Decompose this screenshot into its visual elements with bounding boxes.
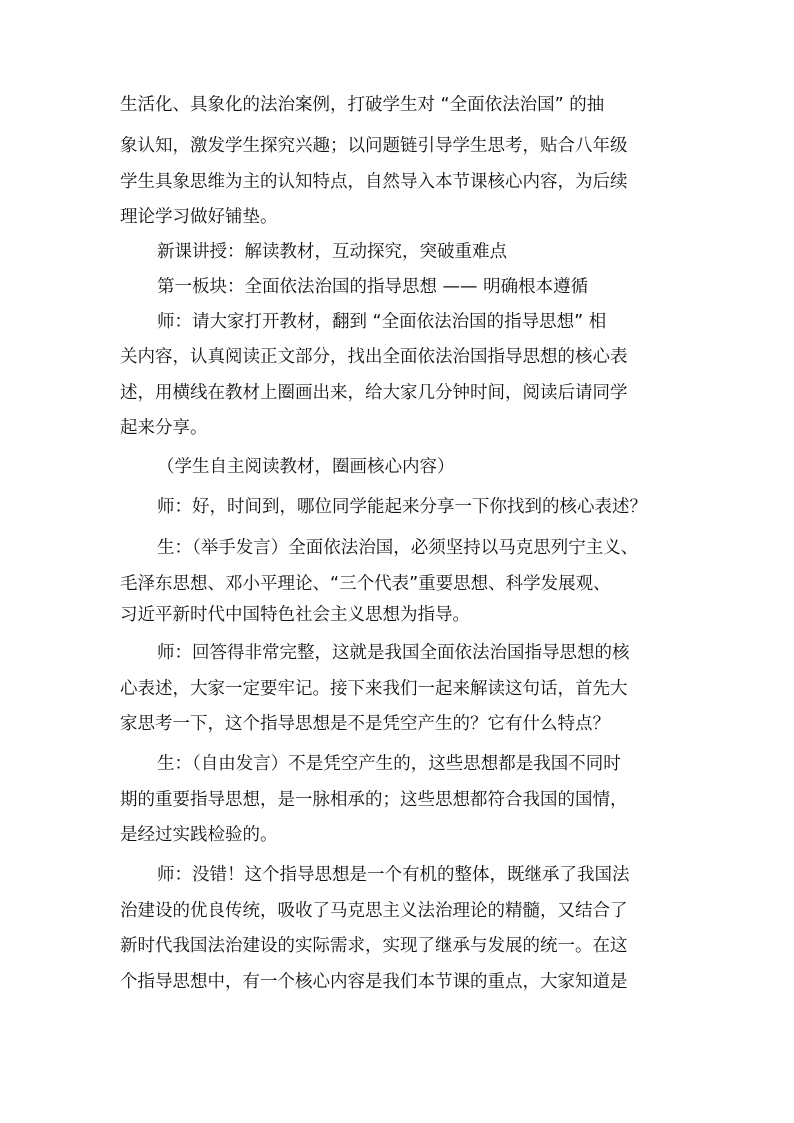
text-line-1: 生活化、具象化的法治案例，打破学生对 “全面依法治国” 的抽 xyxy=(120,95,605,115)
text-line-13: 生：（举手发言）全面依法治国，必须坚持以马克思列宁主义、 xyxy=(157,538,639,558)
text-line-9: 述，用横线在教材上圈画出来，给大家几分钟时间，阅读后请同学 xyxy=(120,383,628,403)
text-line-20: 期的重要指导思想，是一脉相承的；这些思想都符合我国的国情， xyxy=(120,790,628,810)
text-line-3: 学生具象思维为主的认知特点，自然导入本节课核心内容，为后续 xyxy=(120,172,628,192)
text-line-15: 习近平新时代中国特色社会主义思想为指导。 xyxy=(120,605,470,625)
text-line-8: 关内容，认真阅读正文部分，找出全面依法治国指导思想的核心表 xyxy=(120,347,628,367)
text-line-16: 师：回答得非常完整，这就是我国全面依法治国指导思想的核 xyxy=(157,643,630,663)
text-line-18: 家思考一下，这个指导思想是不是凭空产生的？它有什么特点？ xyxy=(120,714,610,734)
text-line-6: 第一板块：全面依法治国的指导思想 —— 明确根本遵循 xyxy=(157,277,589,297)
text-line-11: （学生自主阅读教材，圈画核心内容） xyxy=(157,457,455,477)
text-line-22: 师：没错！这个指导思想是一个有机的整体，既继承了我国法 xyxy=(157,865,630,885)
text-line-19: 生：（自由发言）不是凭空产生的，这些思想都是我国不同时 xyxy=(157,754,621,774)
text-line-5: 新课讲授：解读教材，互动探究，突破重难点 xyxy=(157,242,507,262)
text-line-23: 治建设的优良传统，吸收了马克思主义法治理论的精髓，又结合了 xyxy=(120,901,628,921)
text-line-24: 新时代我国法治建设的实际需求，实现了继承与发展的统一。在这 xyxy=(120,936,628,956)
text-line-10: 起来分享。 xyxy=(120,418,208,438)
text-line-14: 毛泽东思想、邓小平理论、“三个代表”重要思想、科学发展观、 xyxy=(120,574,611,594)
text-line-4: 理论学习做好铺垫。 xyxy=(120,207,278,227)
text-line-12: 师：好，时间到，哪位同学能起来分享一下你找到的核心表述？ xyxy=(157,497,647,517)
text-line-17: 心表述，大家一定要牢记。接下来我们一起来解读这句话，首先大 xyxy=(120,679,628,699)
text-line-7: 师：请大家打开教材，翻到 “全面依法治国的指导思想” 相 xyxy=(157,312,607,332)
text-line-21: 是经过实践检验的。 xyxy=(120,825,278,845)
text-line-2: 象认知，激发学生探究兴趣；以问题链引导学生思考，贴合八年级 xyxy=(120,136,628,156)
text-line-25: 个指导思想中，有一个核心内容是我们本节课的重点，大家知道是 xyxy=(120,972,628,992)
